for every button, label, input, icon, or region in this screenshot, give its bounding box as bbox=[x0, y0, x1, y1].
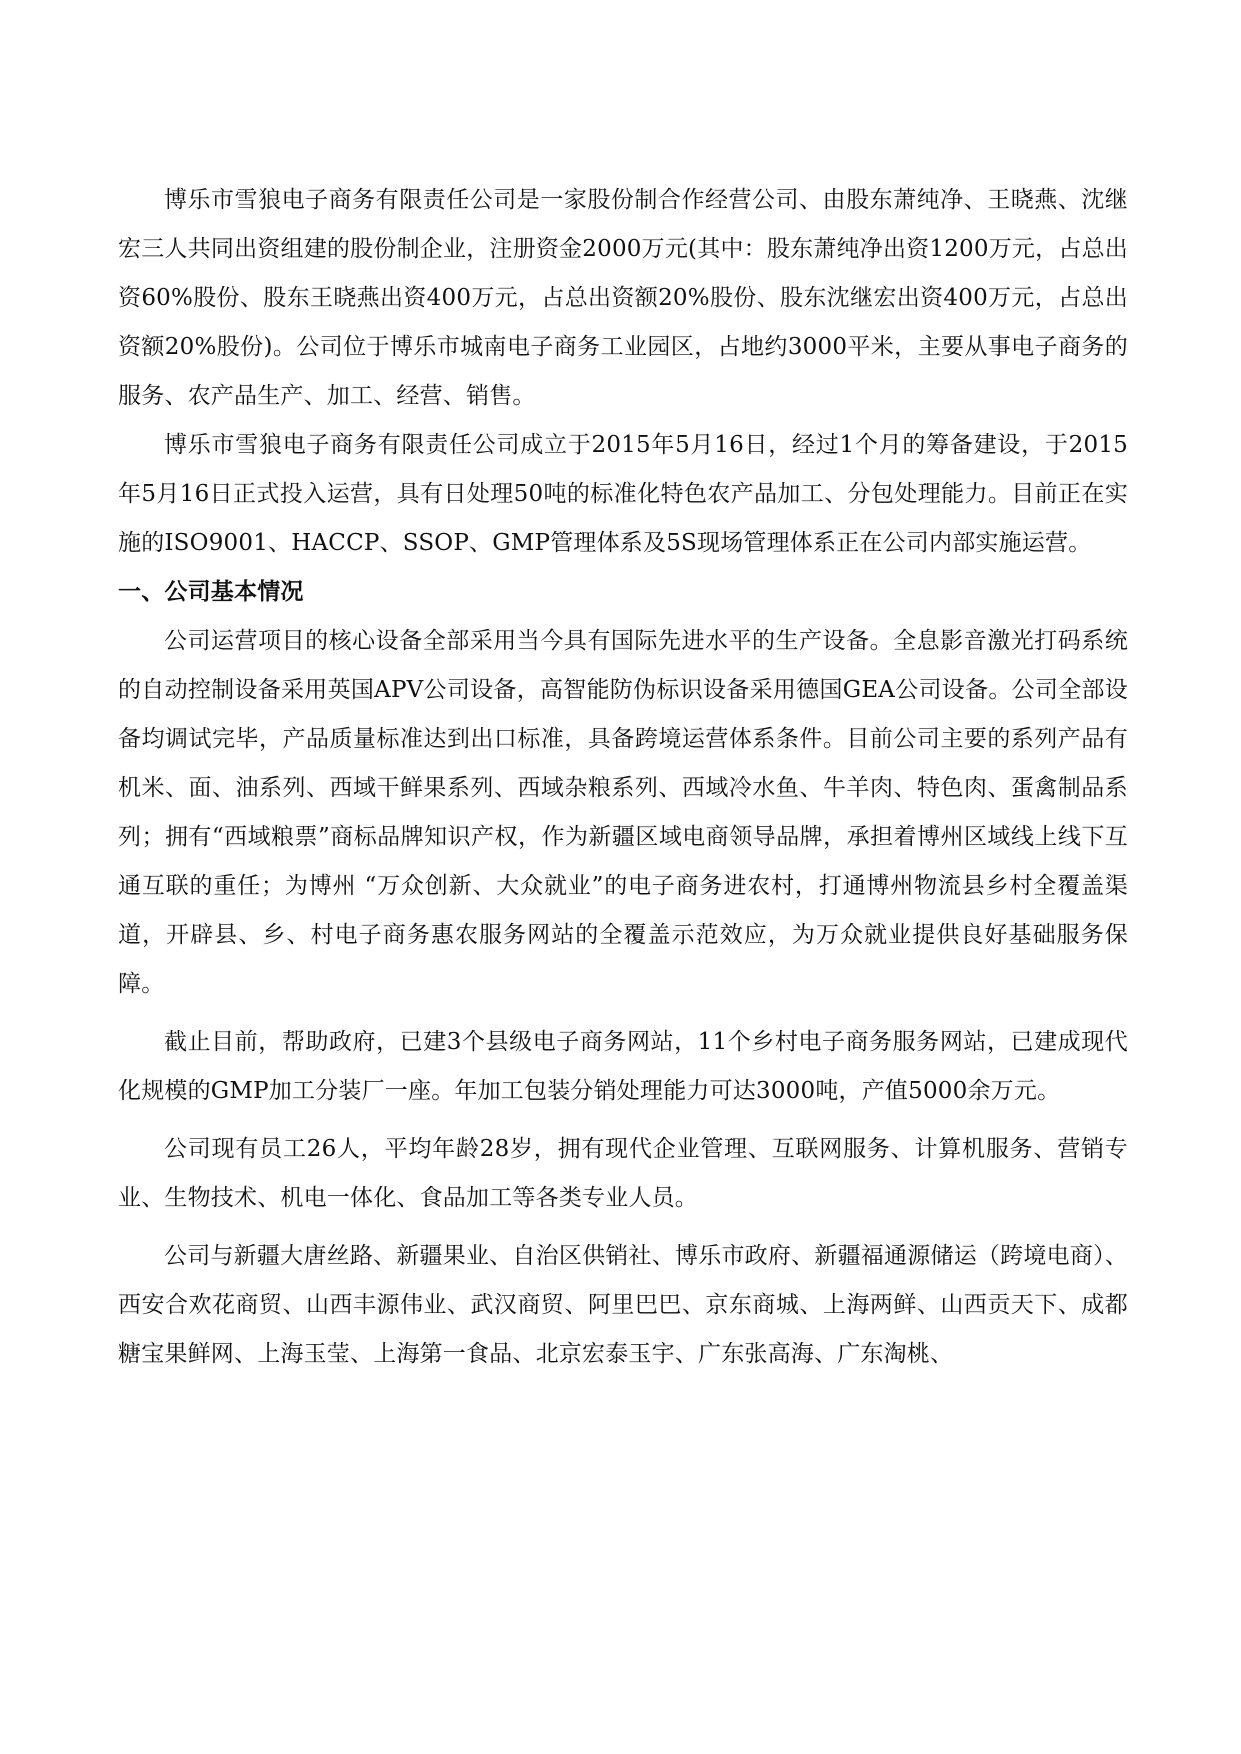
section-heading-company-basics: 一、公司基本情况 bbox=[118, 579, 304, 605]
paragraph-partners: 公司与新疆大唐丝路、新疆果业、自治区供销社、博乐市政府、新疆福通源储运（跨境电商）、西安合欢花商贸、山西丰源伟业、武汉商贸、阿里巴巴、京东商城、上海两鲜、山西贡天下、成都糖宝果鲜网、上海玉莹、上海第一食品、北京宏泰玉宇、广东张高海、广东淘桃、 bbox=[118, 1243, 1128, 1367]
paragraph-staff: 公司现有员工26人，平均年龄28岁，拥有现代企业管理、互联网服务、计算机服务、营销专业、生物技术、机电一体化、食品加工等各类专业人员。 bbox=[118, 1136, 1128, 1211]
paragraph-achievements: 截止目前，帮助政府，已建3个县级电子商务网站，11个乡村电子商务服务网站，已建成现代化规模的GMP加工分装厂一座。年加工包装分销处理能力可达3000吨，产值5000余万元。 bbox=[118, 1029, 1128, 1104]
paragraph-equipment-products: 公司运营项目的核心设备全部采用当今具有国际先进水平的生产设备。全息影音激光打码系统的自动控制设备采用英国APV公司设备，高智能防伪标识设备采用德国GEA公司设备。公司全部设备均调试完毕，产品质量标准达到出口标准，具备跨境运营体系条件。目前公司主要的系列产品有机米、面、油系列、西域干鲜果系列、西域杂粮系列、西域冷水鱼、牛羊肉、特色肉、蛋禽制品系列；拥有“西域粮票”商标品牌知识产权，作为新疆区域电商领导品牌，承担着博州区域线上线下互通互联的重任；为博州 “万众创新、大众就业”的电子商务进农村，打通博州物流县乡村全覆盖渠道，开辟县、乡、村电子商务惠农服务网站的全覆盖示范效应，为万众就业提供良好基础服务保障。 bbox=[118, 628, 1128, 997]
paragraph-company-establishment: 博乐市雪狼电子商务有限责任公司成立于2015年5月16日，经过1个月的筹备建设，于2015年5月16日正式投入运营，具有日处理50吨的标准化特色农产品加工、分包处理能力。目前正在实施的ISO9001、HACCP、SSOP、GMP管理体系及5S现场管理体系正在公司内部实施运营。 bbox=[118, 432, 1128, 556]
paragraph-company-intro: 博乐市雪狼电子商务有限责任公司是一家股份制合作经营公司、由股东萧纯净、王晓燕、沈继宏三人共同出资组建的股份制企业，注册资金2000万元(其中：股东萧纯净出资1200万元，占总出资60%股份、股东王晓燕出资400万元，占总出资额20%股份、股东沈继宏出资400万元，占总出资额20%股份)。公司位于博乐市城南电子商务工业园区，占地约3000平米，主要从事电子商务的服务、农产品生产、加工、经营、销售。 bbox=[118, 187, 1128, 409]
document-body bbox=[118, 176, 1128, 1379]
